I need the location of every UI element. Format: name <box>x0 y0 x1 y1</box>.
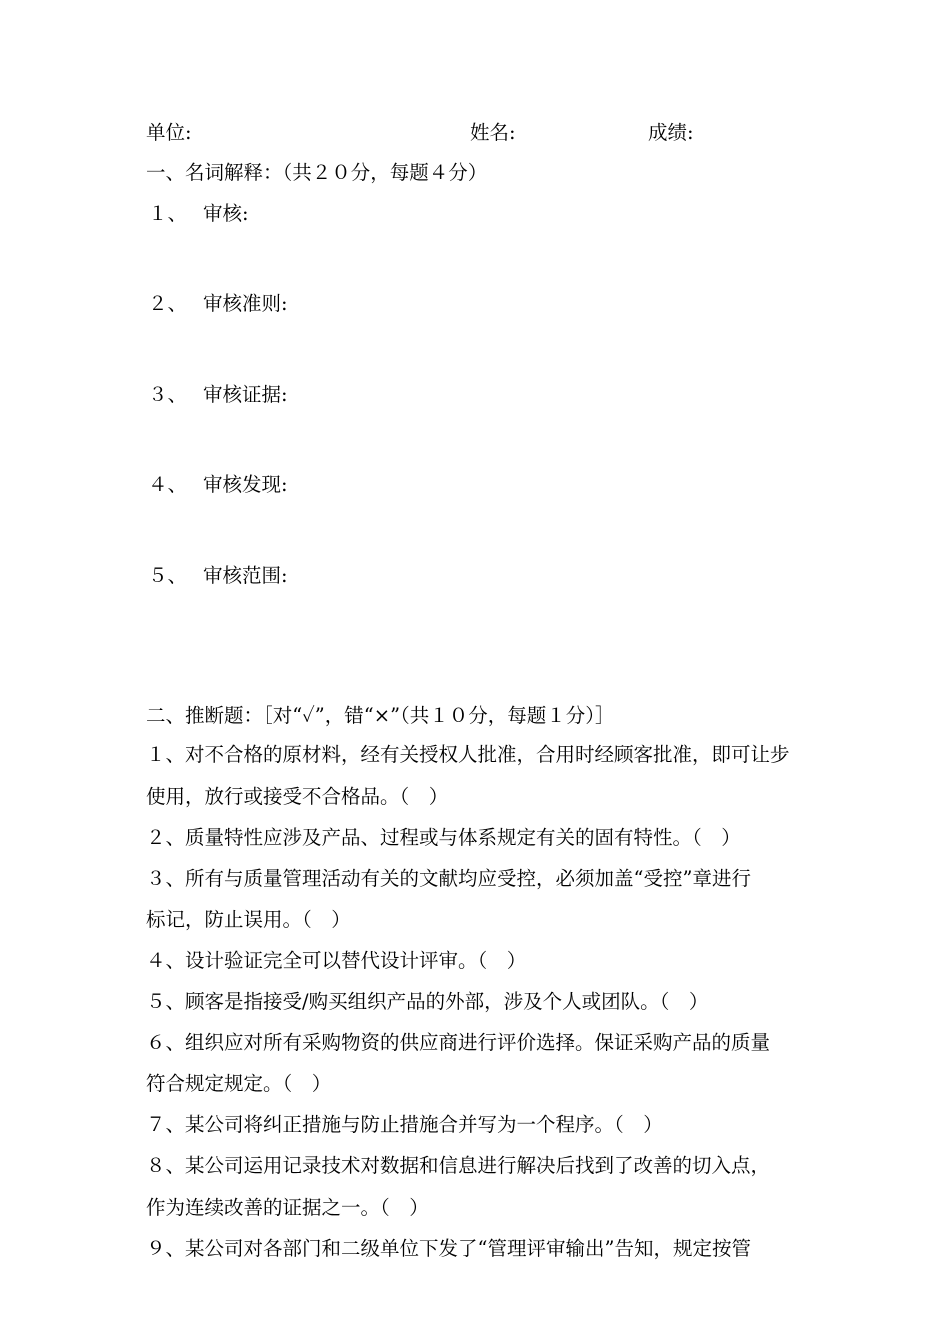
term-label: 审核: <box>203 202 249 225</box>
term-number: ４、 <box>148 473 188 496</box>
question-line: 符合规定规定。（ ） <box>146 1072 332 1095</box>
question-line: ８、某公司运用记录技术对数据和信息进行解决后找到了改善的切入点， <box>146 1154 771 1177</box>
term-label: 审核发现: <box>203 473 288 496</box>
term-number: ３、 <box>148 383 188 406</box>
question-line: ７、某公司将纠正措施与防止措施合并写为一个程序。（ ） <box>146 1113 663 1136</box>
name-label: 姓名: <box>470 121 516 144</box>
question-line: 作为连续改善的证据之一。（ ） <box>146 1196 429 1219</box>
question-line: ２、质量特性应涉及产品、过程或与体系规定有关的固有特性。（ ） <box>146 826 741 849</box>
question-line: ６、组织应对所有采购物资的供应商进行评价选择。保证采购产品的质量 <box>146 1031 771 1054</box>
question-line: 标记，防止误用。（ ） <box>146 908 351 931</box>
term-number: ２、 <box>148 292 188 315</box>
term-label: 审核证据: <box>203 383 288 406</box>
section2-title: 二、推断题：［对“✓”，错“×”（共１０分，每题１分）］ <box>146 704 615 727</box>
unit-label: 单位: <box>146 121 192 144</box>
section1-title: 一、名词解释：（共２０分，每题４分） <box>146 161 488 184</box>
term-label: 审核范围: <box>203 564 288 587</box>
question-line: １、对不合格的原材料，经有关授权人批准，合用时经顾客批准，即可让步 <box>146 743 790 766</box>
score-label: 成绩: <box>648 121 694 144</box>
term-number: ５、 <box>148 564 188 587</box>
question-line: ９、某公司对各部门和二级单位下发了“管理评审输出”告知，规定按管 <box>146 1237 751 1260</box>
term-number: １、 <box>148 202 188 225</box>
question-line: 使用，放行或接受不合格品。（ ） <box>146 785 449 808</box>
question-line: ４、设计验证完全可以替代设计评审。（ ） <box>146 949 527 972</box>
question-line: ３、所有与质量管理活动有关的文献均应受控，必须加盖“受控”章进行 <box>146 867 751 890</box>
question-line: ５、顾客是指接受/购买组织产品的外部，涉及个人或团队。（ ） <box>146 990 709 1013</box>
term-label: 审核准则: <box>203 292 288 315</box>
